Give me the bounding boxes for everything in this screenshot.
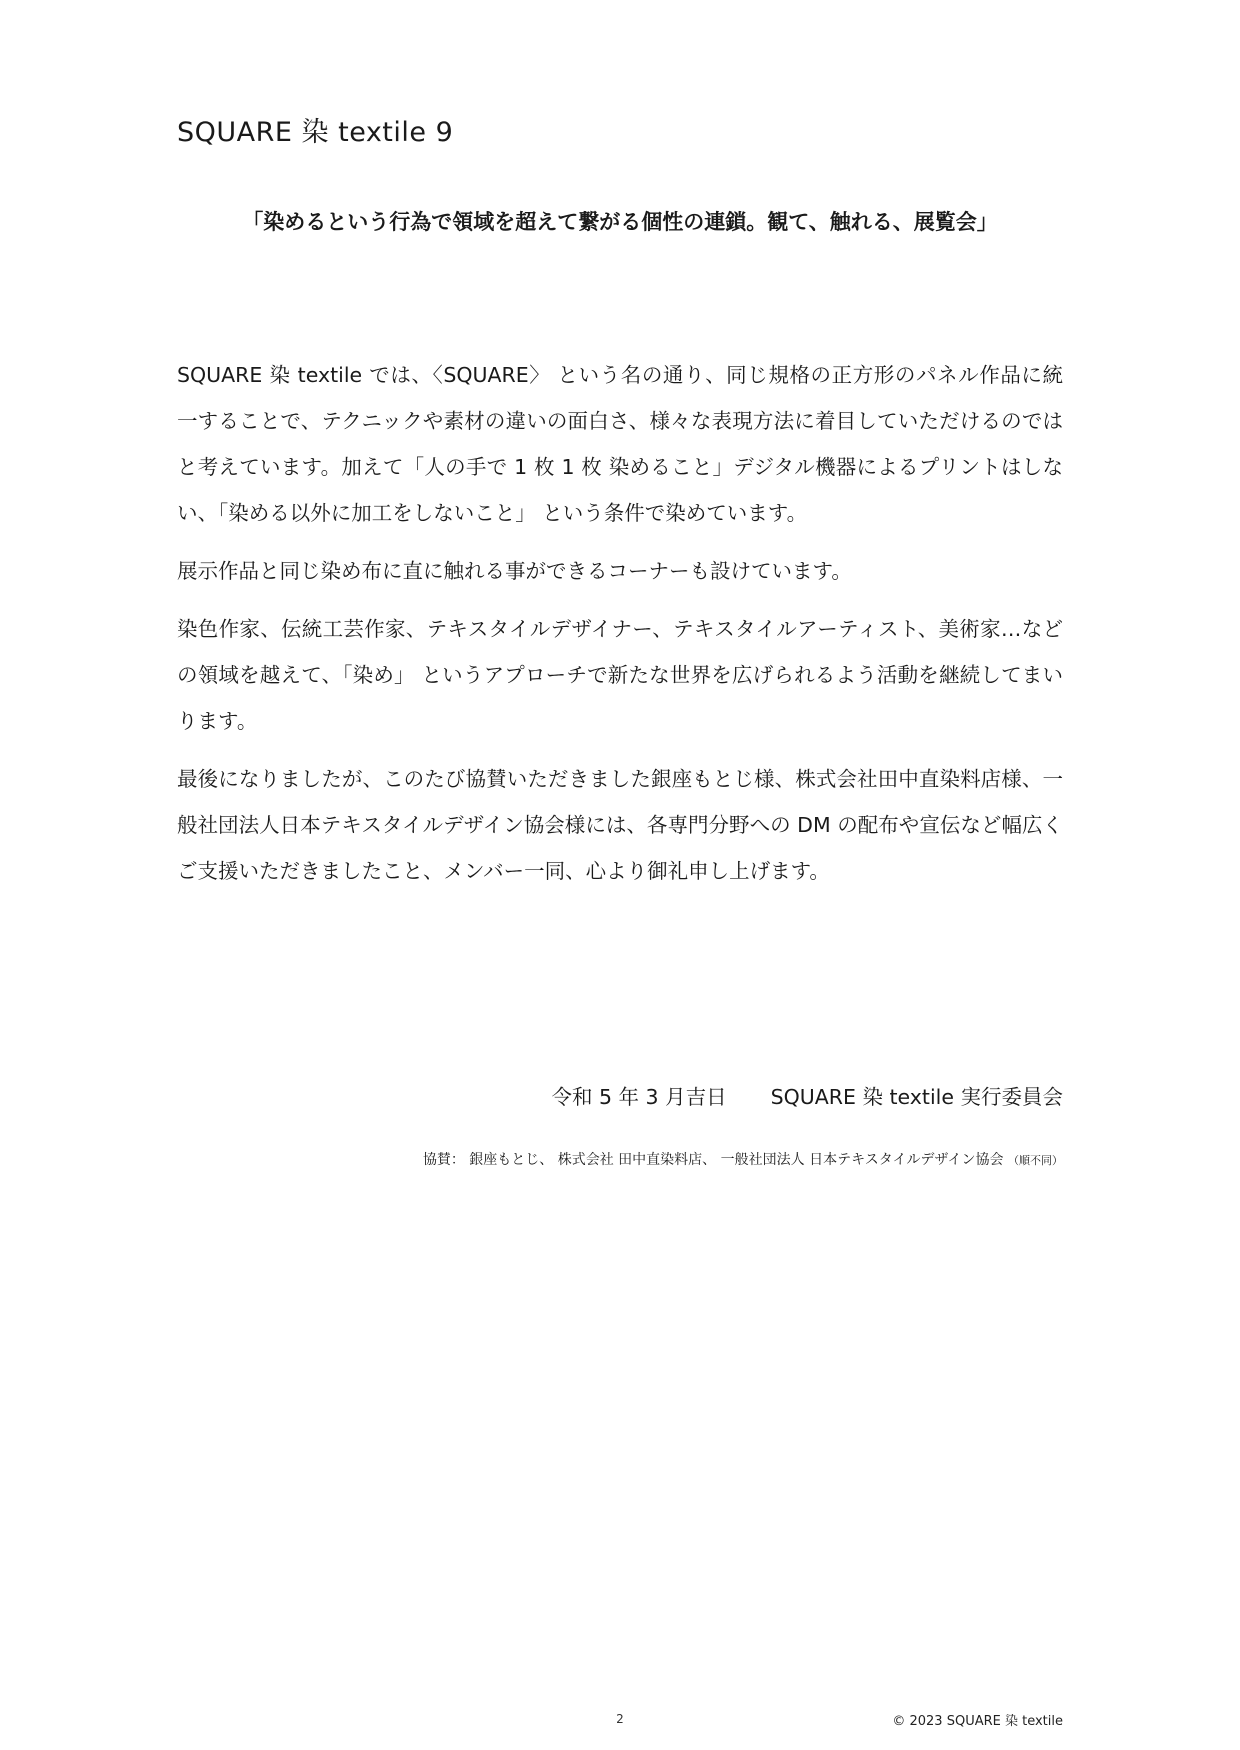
signature-org: SQUARE 染 textile 実行委員会 xyxy=(770,1085,1063,1109)
copyright-notice: © 2023 SQUARE 染 textile xyxy=(892,1714,1063,1729)
signature-line xyxy=(551,1080,1063,1110)
sponsors-note: （順不同） xyxy=(1008,1154,1063,1167)
document-subtitle: 「染めるという行為で領域を超えて繋がる個性の連鎖。観て、触れる、展覧会」 xyxy=(242,210,998,234)
signature-date: 令和 5 年 3 月吉日 xyxy=(551,1085,727,1109)
paragraph-thanks: 最後になりましたが、このたび協賛いただきました銀座もとじ様、株式会社田中直染料店様、一般社団法人日本テキスタイルデザイン協会様には、各専門分野への DM の配布や宣伝など幅広くご支援いただきましたこと、メンバー一同、心より御礼申し上げます。 xyxy=(177,767,1063,883)
page-number: 2 xyxy=(616,1712,624,1726)
paragraph-intro: SQUARE 染 textile では、〈SQUARE〉 という名の通り、同じ規格の正方形のパネル作品に統一することで、テクニックや素材の違いの面白さ、様々な表現方法に着目していただけるのではと考えています。加えて「人の手で 1 枚 1 枚 染めること」デジタル機器によるプリントはしない、「染める以外に加工をしないこと」 という条件で染めています。 xyxy=(177,363,1063,525)
document-body xyxy=(177,352,1063,906)
sponsors-text: 協賛： 銀座もとじ、 株式会社 田中直染料店、 一般社団法人 日本テキスタイルデザイン協会 xyxy=(422,1152,1004,1168)
paragraph-activity: 染色作家、伝統工芸作家、テキスタイルデザイナー、テキスタイルアーティスト、美術家…などの領域を越えて、「染め」 というアプローチで新たな世界を広げられるよう活動を継続してまいります。 xyxy=(177,617,1063,733)
sponsors-line xyxy=(423,1149,1063,1169)
document-title: SQUARE 染 textile 9 xyxy=(177,117,454,148)
paragraph-corner: 展示作品と同じ染め布に直に触れる事ができるコーナーも設けています。 xyxy=(177,559,852,583)
